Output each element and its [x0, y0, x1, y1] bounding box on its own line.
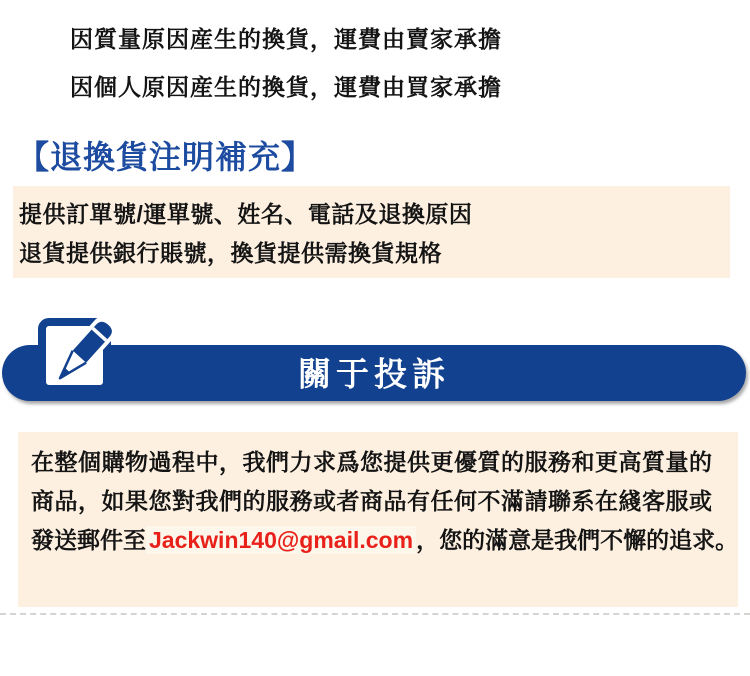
complaint-line-3-suffix: ，您的滿意是我們不懈的追求。 [416, 527, 739, 553]
supplement-line-bank-info: 退貨提供銀行賬號，換貨提供需換貨規格 [19, 240, 442, 266]
exchange-policy-buyer-line: 因個人原因産生的換貨，運費由買家承擔 [70, 74, 502, 100]
complaint-banner-title: 關于投訴 [298, 355, 450, 393]
complaint-info-panel [18, 432, 738, 607]
complaint-line-3 [31, 522, 738, 555]
exchange-policy-seller-line: 因質量原因産生的換貨，運費由賣家承擔 [70, 26, 502, 52]
return-exchange-supplement-heading: 【退換貨注明補充】 [17, 139, 315, 175]
support-email-link[interactable]: Jackwin140@gmail.com [146, 526, 416, 554]
edit-pencil-icon [36, 308, 120, 396]
complaint-line-3-prefix: 發送郵件至 [31, 527, 146, 553]
page-divider-dashed-line [0, 613, 750, 615]
complaint-line-2: 商品，如果您對我們的服務或者商品有任何不滿請聯系在綫客服或 [31, 488, 713, 514]
supplement-line-order-info: 提供訂單號/運單號、姓名、電話及退換原因 [19, 201, 473, 227]
supplement-info-panel [13, 186, 730, 278]
complaint-line-1: 在整個購物過程中，我們力求爲您提供更優質的服務和更高質量的 [31, 449, 713, 475]
